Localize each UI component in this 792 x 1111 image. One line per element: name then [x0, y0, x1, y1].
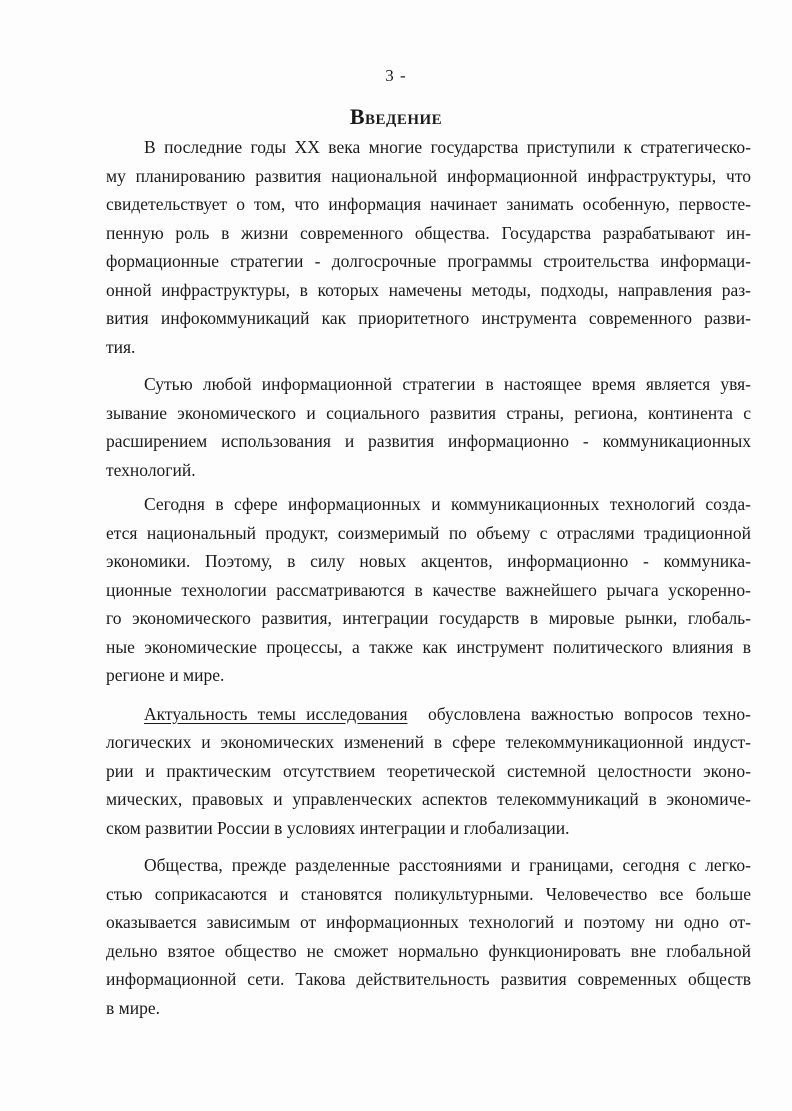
paragraph-5	[106, 851, 751, 1022]
text-line: Общества, прежде разделенные расстояниями и границами, сегодня с легко-	[144, 855, 751, 875]
text-line: зывание экономического и социального развития страны, региона, континента с	[106, 402, 751, 423]
text-line: Сутью любой информационной стратегии в настоящее время является увя-	[144, 374, 751, 394]
paragraph-1	[106, 133, 751, 361]
paragraph-2	[106, 370, 751, 484]
text-line: рии и практическим отсутствием теоретической системной целостности эконо-	[106, 760, 751, 781]
text-line: свидетельствует о том, что информация начинает занимать особенную, первосте-	[106, 194, 751, 214]
text-line: ционные технологии рассматриваются в качестве важнейшего рычага ускоренно-	[106, 579, 751, 600]
text-line: ные экономические процессы, а также как инструмент политического влияния в	[106, 636, 751, 657]
body-text	[106, 133, 751, 1022]
text-line: экономики. Поэтому, в силу новых акцентов, информационно - коммуника-	[106, 551, 751, 571]
text-line: ется национальный продукт, соизмеримый по объему с отраслями традиционной	[106, 522, 751, 543]
paragraph-3	[106, 490, 751, 690]
text-line: в мире.	[106, 997, 160, 1018]
text-line: оказывается зависимым от информационных технологий и поэтому ни одно от-	[106, 912, 751, 932]
text-line: мических, правовых и управленческих аспектов телекоммуникаций в экономиче-	[106, 789, 751, 809]
text-line: ском развитии России в условиях интеграции и глобализации.	[106, 817, 570, 838]
text-line: В последние годы XX века многие государства приступили к стратегическо-	[144, 137, 751, 157]
paragraph-4	[106, 700, 751, 843]
text-line: дельно взятое общество не сможет нормально функционировать вне глобальной	[106, 940, 751, 961]
text-line: Сегодня в сфере информационных и коммуникационных технологий созда-	[144, 494, 751, 514]
text-line: регионе и мире.	[106, 665, 225, 685]
text-line: информационной сети. Такова действительность развития современных обществ	[106, 969, 751, 989]
text-line: формационные стратегии - долгосрочные программы строительства информаци-	[106, 251, 751, 271]
text-line: му планированию развития национальной информационной инфраструктуры, что	[106, 165, 751, 186]
text-line: онной инфраструктуры, в которых намечены методы, подходы, направления раз-	[106, 279, 751, 300]
text-line: расширением использования и развития информационно - коммуникационных	[106, 431, 751, 451]
text-line-rest: обусловлена важностью вопросов техно-	[427, 703, 752, 724]
text-line: го экономического развития, интеграции государств в мировые рынки, глобаль-	[106, 608, 751, 628]
text-line: логических и экономических изменений в сфере телекоммуникационной индуст-	[106, 732, 751, 752]
text-line: стью соприкасаются и становятся поликультурными. Человечество все больше	[106, 883, 751, 904]
text-line: тия.	[106, 336, 136, 357]
page-number: 3 -	[385, 66, 407, 85]
text-line: пенную роль в жизни современного общества. Государства разрабатывают ин-	[106, 222, 751, 243]
text-line	[106, 700, 751, 729]
underlined-phrase: Актуальность темы исследования	[144, 703, 408, 724]
page-title: Введение	[349, 104, 443, 129]
text-line: технологий.	[106, 459, 196, 480]
text-line: вития инфокоммуникаций как приоритетного инструмента современного разви-	[106, 308, 751, 328]
